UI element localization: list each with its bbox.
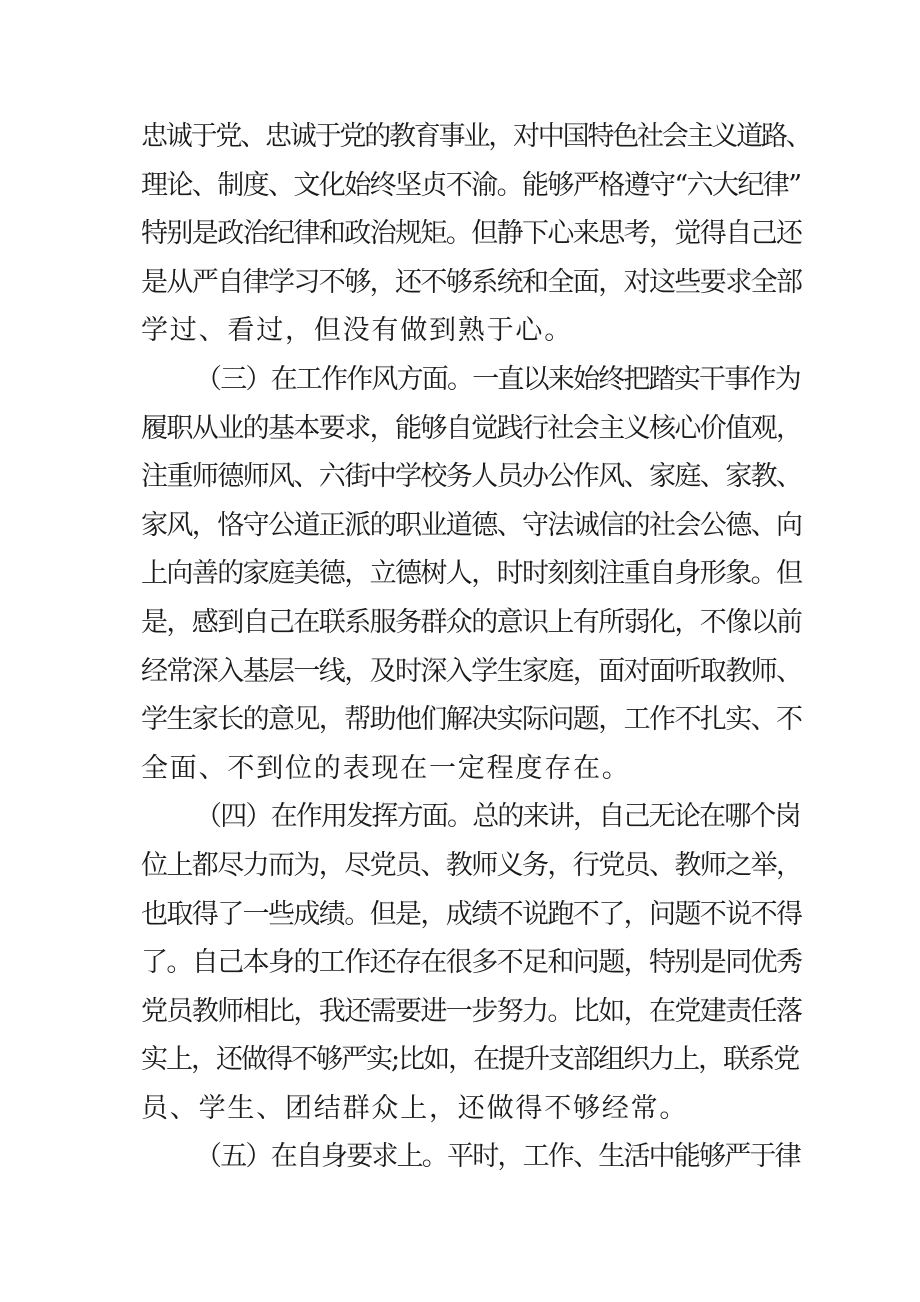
paragraph-first-line: （三）在工作作风方面。一直以来始终把踏实干事作为 [195, 363, 800, 395]
text-line: 上向善的家庭美德，立德树人，时时刻刻注重自身形象。但 [141, 558, 802, 590]
text-line: 忠诚于党、忠诚于党的教育事业，对中国特色社会主义道路、 [141, 121, 811, 152]
text-line: 全面、不到位的表现在一定程度存在。 [141, 752, 631, 784]
text-line: 位上都尽力而为，尽党员、教师义务，行党员、教师之举， [141, 849, 802, 881]
text-line: 特别是政治纪律和政治规矩。但静下心来思考，觉得自己还 [141, 218, 802, 250]
paragraph-first-line: （五）在自身要求上。平时，工作、生活中能够严于律 [195, 1141, 800, 1173]
text-line: 员、学生、团结群众上，还做得不够经常。 [141, 1092, 689, 1124]
text-line: 理论、制度、文化始终坚贞不渝。能够严格遵守“六大纪律” [141, 169, 801, 201]
paragraph-first-line: （四）在作用发挥方面。总的来讲，自己无论在哪个岗 [195, 801, 800, 833]
text-line: 是，感到自己在联系服务群众的意识上有所弱化，不像以前 [141, 606, 802, 638]
text-line: 是从严自律学习不够，还不够系统和全面，对这些要求全部 [141, 266, 802, 298]
text-line: 实上，还做得不够严实;比如，在提升支部组织力上，联系党 [141, 1044, 799, 1076]
text-line: 党员教师相比，我还需要进一步努力。比如，在党建责任落 [141, 995, 802, 1027]
text-line: 履职从业的基本要求，能够自觉践行社会主义核心价值观， [141, 412, 802, 444]
text-line: 了。自己本身的工作还存在很多不足和问题，特别是同优秀 [141, 947, 802, 979]
text-line: 家风，恪守公道正派的职业道德、守法诚信的社会公德、向 [141, 509, 802, 541]
text-line: 学过、看过，但没有做到熟于心。 [141, 315, 573, 347]
text-line: 注重师德师风、六街中学校务人员办公作风、家庭、家教、 [141, 461, 802, 493]
document-body [141, 113, 811, 1182]
text-line: 也取得了一些成绩。但是，成绩不说跑不了，问题不说不得 [141, 898, 802, 930]
text-line: 经常深入基层一线，及时深入学生家庭，面对面听取教师、 [141, 655, 802, 687]
text-line: 学生家长的意见，帮助他们解决实际问题，工作不扎实、不 [141, 704, 802, 736]
